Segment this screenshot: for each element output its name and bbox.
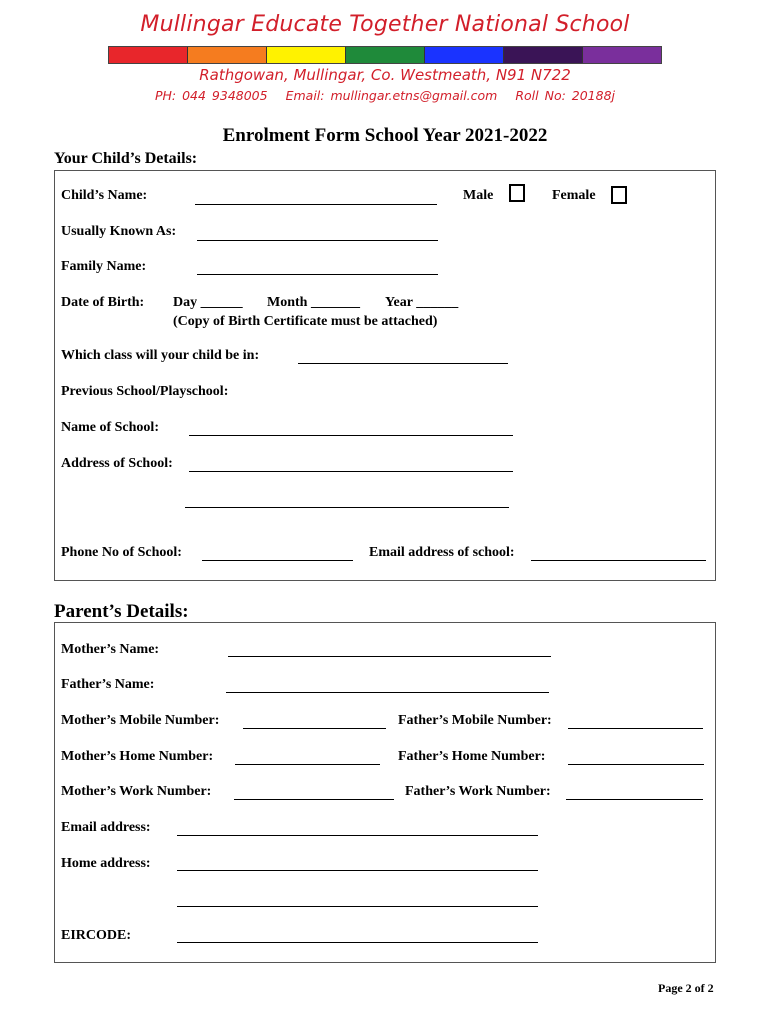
male-label: Male bbox=[463, 188, 494, 203]
address-of-school-field-1[interactable] bbox=[189, 471, 513, 472]
rainbow-stripe bbox=[108, 46, 662, 64]
home-address-field-1[interactable] bbox=[177, 870, 538, 871]
family-name-label: Family Name: bbox=[61, 259, 147, 274]
email-of-school-field[interactable] bbox=[531, 560, 706, 561]
school-address: Rathgowan, Mullingar, Co. Westmeath, N91 N722 bbox=[199, 66, 571, 84]
child-section-heading: Your Child’s Details: bbox=[54, 150, 198, 167]
fathers-work-field[interactable] bbox=[566, 799, 703, 800]
school-phone: PH: 044 9348005 bbox=[154, 88, 268, 103]
mothers-mobile-label: Mother’s Mobile Number: bbox=[61, 713, 220, 728]
dob-year-field[interactable]: Year ______ bbox=[385, 295, 459, 310]
stripe-blue bbox=[425, 47, 504, 63]
email-address-label: Email address: bbox=[61, 820, 151, 835]
known-as-field[interactable] bbox=[197, 240, 438, 241]
email-of-school-label: Email address of school: bbox=[369, 545, 515, 560]
fathers-work-label: Father’s Work Number: bbox=[405, 784, 551, 799]
which-class-field[interactable] bbox=[298, 363, 508, 364]
phone-of-school-field[interactable] bbox=[202, 560, 353, 561]
fathers-name-label: Father’s Name: bbox=[61, 677, 155, 692]
stripe-red bbox=[109, 47, 188, 63]
eircode-label: EIRCODE: bbox=[61, 928, 132, 943]
dob-note: (Copy of Birth Certificate must be attached) bbox=[173, 314, 438, 329]
family-name-field[interactable] bbox=[197, 274, 438, 275]
home-address-label: Home address: bbox=[61, 856, 151, 871]
stripe-green bbox=[346, 47, 425, 63]
female-label: Female bbox=[552, 188, 596, 203]
home-address-field-2[interactable] bbox=[177, 906, 538, 907]
phone-of-school-label: Phone No of School: bbox=[61, 545, 182, 560]
mothers-name-label: Mother’s Name: bbox=[61, 642, 160, 657]
fathers-home-field[interactable] bbox=[568, 764, 704, 765]
male-checkbox[interactable] bbox=[509, 184, 525, 202]
eircode-field[interactable] bbox=[177, 942, 538, 943]
childs-name-field[interactable] bbox=[195, 204, 437, 205]
school-roll: Roll No: 20188j bbox=[515, 88, 616, 103]
fathers-home-label: Father’s Home Number: bbox=[398, 749, 546, 764]
parent-section-heading: Parent’s Details: bbox=[54, 601, 189, 622]
school-contact bbox=[0, 88, 770, 103]
name-of-school-field[interactable] bbox=[189, 435, 513, 436]
which-class-label: Which class will your child be in: bbox=[61, 348, 260, 363]
email-address-field[interactable] bbox=[177, 835, 538, 836]
fathers-mobile-label: Father’s Mobile Number: bbox=[398, 713, 552, 728]
mothers-work-field[interactable] bbox=[234, 799, 394, 800]
mothers-name-field[interactable] bbox=[228, 656, 551, 657]
school-email: Email: mullingar.etns@gmail.com bbox=[285, 88, 498, 103]
mothers-work-label: Mother’s Work Number: bbox=[61, 784, 212, 799]
stripe-orange bbox=[188, 47, 267, 63]
school-name: Mullingar Educate Together National School bbox=[140, 12, 630, 37]
mothers-home-field[interactable] bbox=[235, 764, 380, 765]
known-as-label: Usually Known As: bbox=[61, 224, 177, 239]
page-number: Page 2 of 2 bbox=[658, 981, 714, 995]
address-of-school-field-2[interactable] bbox=[185, 507, 509, 508]
female-checkbox[interactable] bbox=[611, 186, 627, 204]
form-title: Enrolment Form School Year 2021-2022 bbox=[222, 125, 548, 146]
mothers-home-label: Mother’s Home Number: bbox=[61, 749, 214, 764]
address-of-school-label: Address of School: bbox=[61, 456, 173, 471]
fathers-mobile-field[interactable] bbox=[568, 728, 703, 729]
stripe-yellow bbox=[267, 47, 346, 63]
childs-name-label: Child’s Name: bbox=[61, 188, 148, 203]
name-of-school-label: Name of School: bbox=[61, 420, 159, 435]
stripe-violet bbox=[583, 47, 661, 63]
fathers-name-field[interactable] bbox=[226, 692, 549, 693]
dob-month-field[interactable]: Month _______ bbox=[267, 295, 360, 310]
mothers-mobile-field[interactable] bbox=[243, 728, 386, 729]
previous-school-label: Previous School/Playschool: bbox=[61, 384, 229, 399]
dob-day-field[interactable]: Day ______ bbox=[173, 295, 243, 310]
dob-label: Date of Birth: bbox=[61, 295, 145, 310]
stripe-indigo bbox=[504, 47, 583, 63]
